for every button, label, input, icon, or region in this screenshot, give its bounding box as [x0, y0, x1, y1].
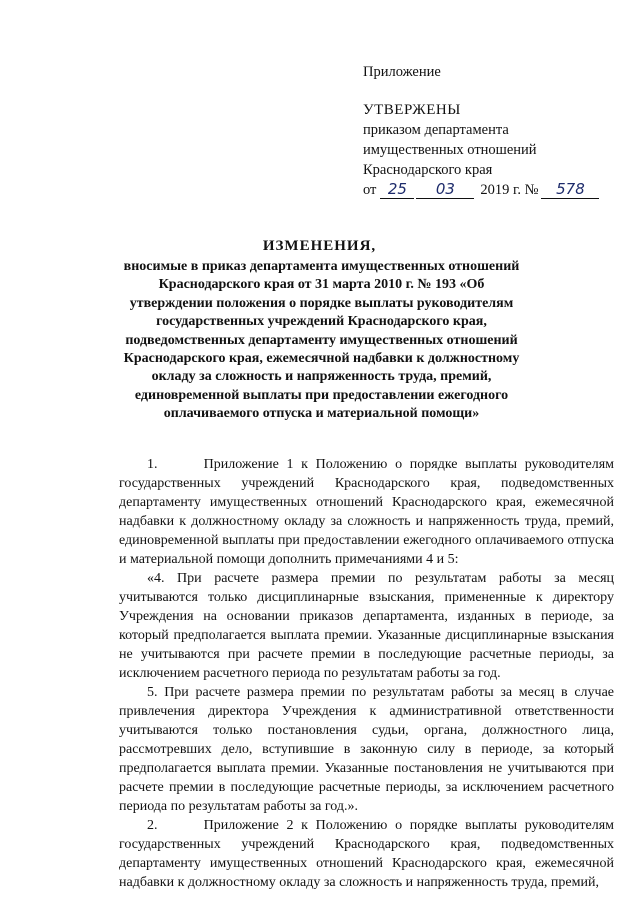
approval-line-1: приказом департамента: [363, 122, 509, 138]
handwritten-day: 25: [380, 180, 414, 199]
approval-line-2: имущественных отношений: [363, 142, 537, 158]
handwritten-month: 03: [416, 180, 474, 199]
paragraph-1: 1. Приложение 1 к Положению о порядке выплаты руководителям государственных учреждений Краснодарского края, подведомственных департаменту имущественных отношений Краснодарского края, ежемесячной надбавки к должностному окладу за сложность и напряженность труда, премий, единовременной выплаты при предоставлении ежегодного оплачиваемого отпуска и материальной помощи дополнить примечаниями 4 и 5:: [119, 457, 614, 567]
handwritten-order-number: 578: [541, 180, 599, 199]
paragraph-2: 2. Приложение 2 к Положению о порядке выплаты руководителям государственных учреждений Краснодарского края, подведомственных департаменту имущественных отношений Краснодарского края, ежемесячной надбавки к должностному окладу за сложность и напряженность труда, премий,: [119, 818, 614, 890]
attachment-label: Приложение: [363, 64, 441, 80]
document-subtitle: вносимые в приказ департамента имущественных отношений Краснодарского края от 31 марта 2010 г. № 193 «Об утверждении положения о порядке выплаты руководителям государственных учреждений Краснодарского края, подведомственных департаменту имущественных отношений Краснодарского края, ежемесячной надбавки к должностному окладу за сложность и напряженность труда, премий, единовременной выплаты при предоставлении ежегодного оплачиваемого отпуска и материальной помощи»: [123, 259, 520, 422]
document-body: [119, 455, 614, 892]
date-prefix: от: [363, 182, 377, 198]
paragraph-note-5: 5. При расчете размера премии по результатам работы за месяц в случае привлечения директора Учреждения к административной ответственности учитываются только постановления судьи, органа, должностного лица, рассмотревших дело, вступившие в законную силу в периоде, за который предполагается выплата премии. Указанные постановления не учитываются при расчете премии в последующие расчетные периоды, за исключением расчетного периода по результатам работы за год.».: [119, 685, 614, 814]
document-title: ИЗМЕНЕНИЯ,: [262, 238, 377, 254]
approval-line-3: Краснодарского края: [363, 162, 493, 178]
order-date-line: [363, 180, 599, 200]
approval-block: [363, 62, 599, 200]
year-and-number-label: 2019 г. №: [480, 182, 539, 198]
paragraph-note-4: «4. При расчете размера премии по результатам работы за месяц учитываются только дисциплинарные взыскания, примененные к директору Учреждения на основании приказов департамента, изданных в периоде, за который предполагается выплата премии. Указанные дисциплинарные взыскания не учитываются при расчете премии в последующие расчетные периоды, за исключением расчетного периода по результатам работы за год.: [119, 571, 614, 681]
approved-heading: УТВЕРЖЕНЫ: [363, 102, 461, 118]
